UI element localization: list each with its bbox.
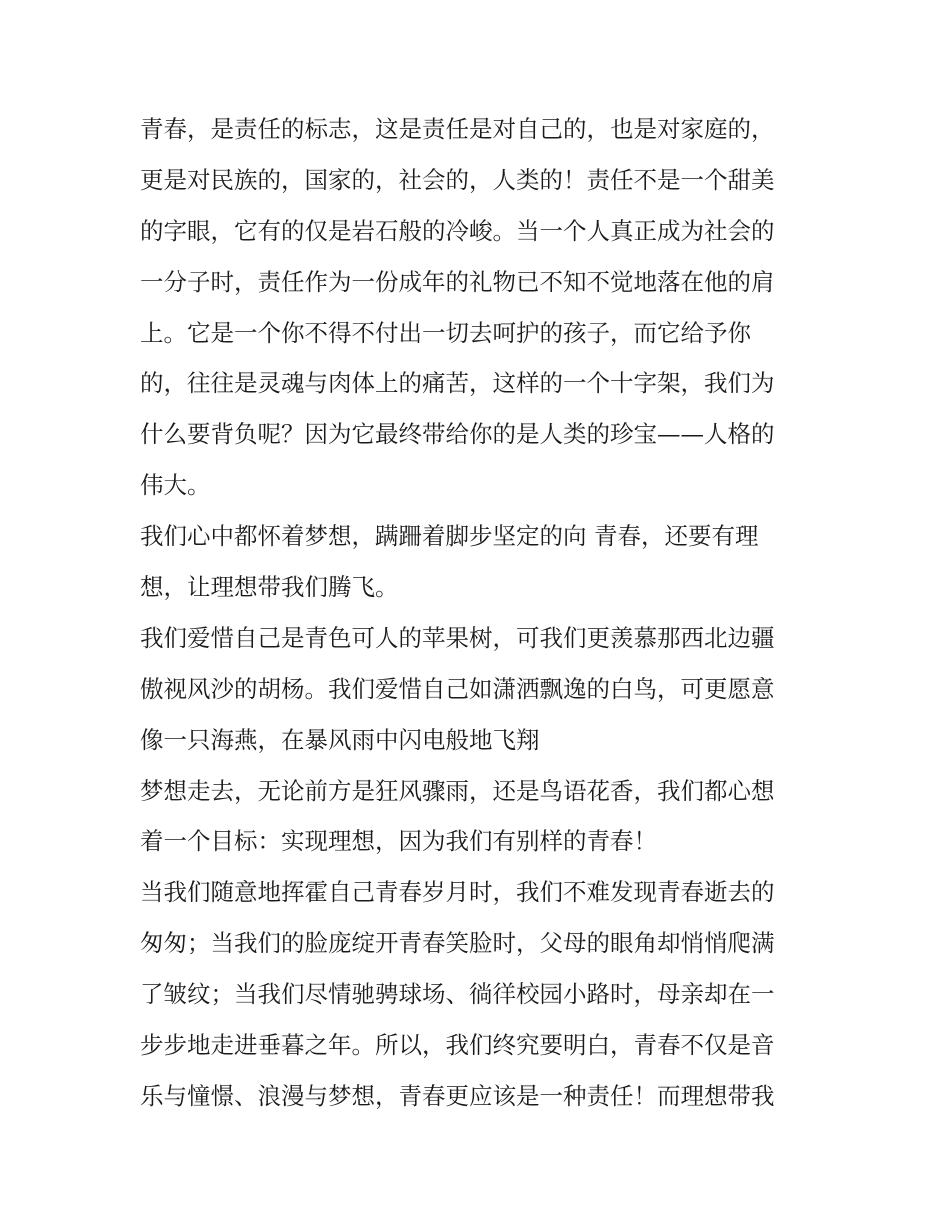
text-line: 像一只海燕，在暴风雨中闪电般地飞翔 (140, 725, 540, 754)
text-line: 上。它是一个你不得不付出一切去呵护的孩子，而它给予你 (140, 318, 751, 347)
text-line: 了皱纹；当我们尽情驰骋球场、徜徉校园小路时，母亲却在一 (140, 980, 775, 1009)
body-text (140, 104, 820, 1122)
text-line: 的，往往是灵魂与肉体上的痛苦，这样的一个十字架，我们为 (140, 369, 775, 398)
text-line: 想，让理想带我们腾飞。 (140, 573, 399, 602)
text-line: 我们心中都怀着梦想，蹒跚着脚步坚定的向 青春，还要有理 (140, 522, 759, 551)
text-line: 步步地走进垂暮之年。所以，我们终究要明白，青春不仅是音 (140, 1031, 775, 1060)
text-line: 当我们随意地挥霍自己青春岁月时，我们不难发现青春逝去的 (140, 878, 775, 907)
text-line: 梦想走去，无论前方是狂风骤雨，还是鸟语花香，我们都心想 (140, 776, 775, 805)
text-line: 一分子时，责任作为一份成年的礼物已不知不觉地落在他的肩 (140, 267, 775, 296)
text-line: 什么要背负呢？因为它最终带给你的是人类的珍宝——人格的 (140, 420, 775, 449)
text-line: 乐与憧憬、浪漫与梦想，青春更应该是一种责任！而理想带我 (140, 1081, 775, 1110)
text-line: 青春，是责任的标志，这是责任是对自己的，也是对家庭的， (140, 115, 775, 143)
text-line: 伟大。 (140, 471, 211, 500)
text-line: 更是对民族的，国家的，社会的，人类的！责任不是一个甜美 (140, 165, 775, 194)
text-line: 的字眼，它有的仅是岩石般的冷峻。当一个人真正成为社会的 (140, 216, 775, 245)
text-line: 傲视风沙的胡杨。我们爱惜自己如潇洒飘逸的白鸟，可更愿意 (140, 674, 775, 703)
text-line: 着一个目标：实现理想，因为我们有别样的青春！ (140, 827, 657, 856)
text-line: 我们爱惜自己是青色可人的苹果树，可我们更羡慕那西北边疆 (140, 623, 775, 652)
text-line: 匆匆；当我们的脸庞绽开青春笑脸时，父母的眼角却悄悄爬满 (140, 929, 775, 958)
